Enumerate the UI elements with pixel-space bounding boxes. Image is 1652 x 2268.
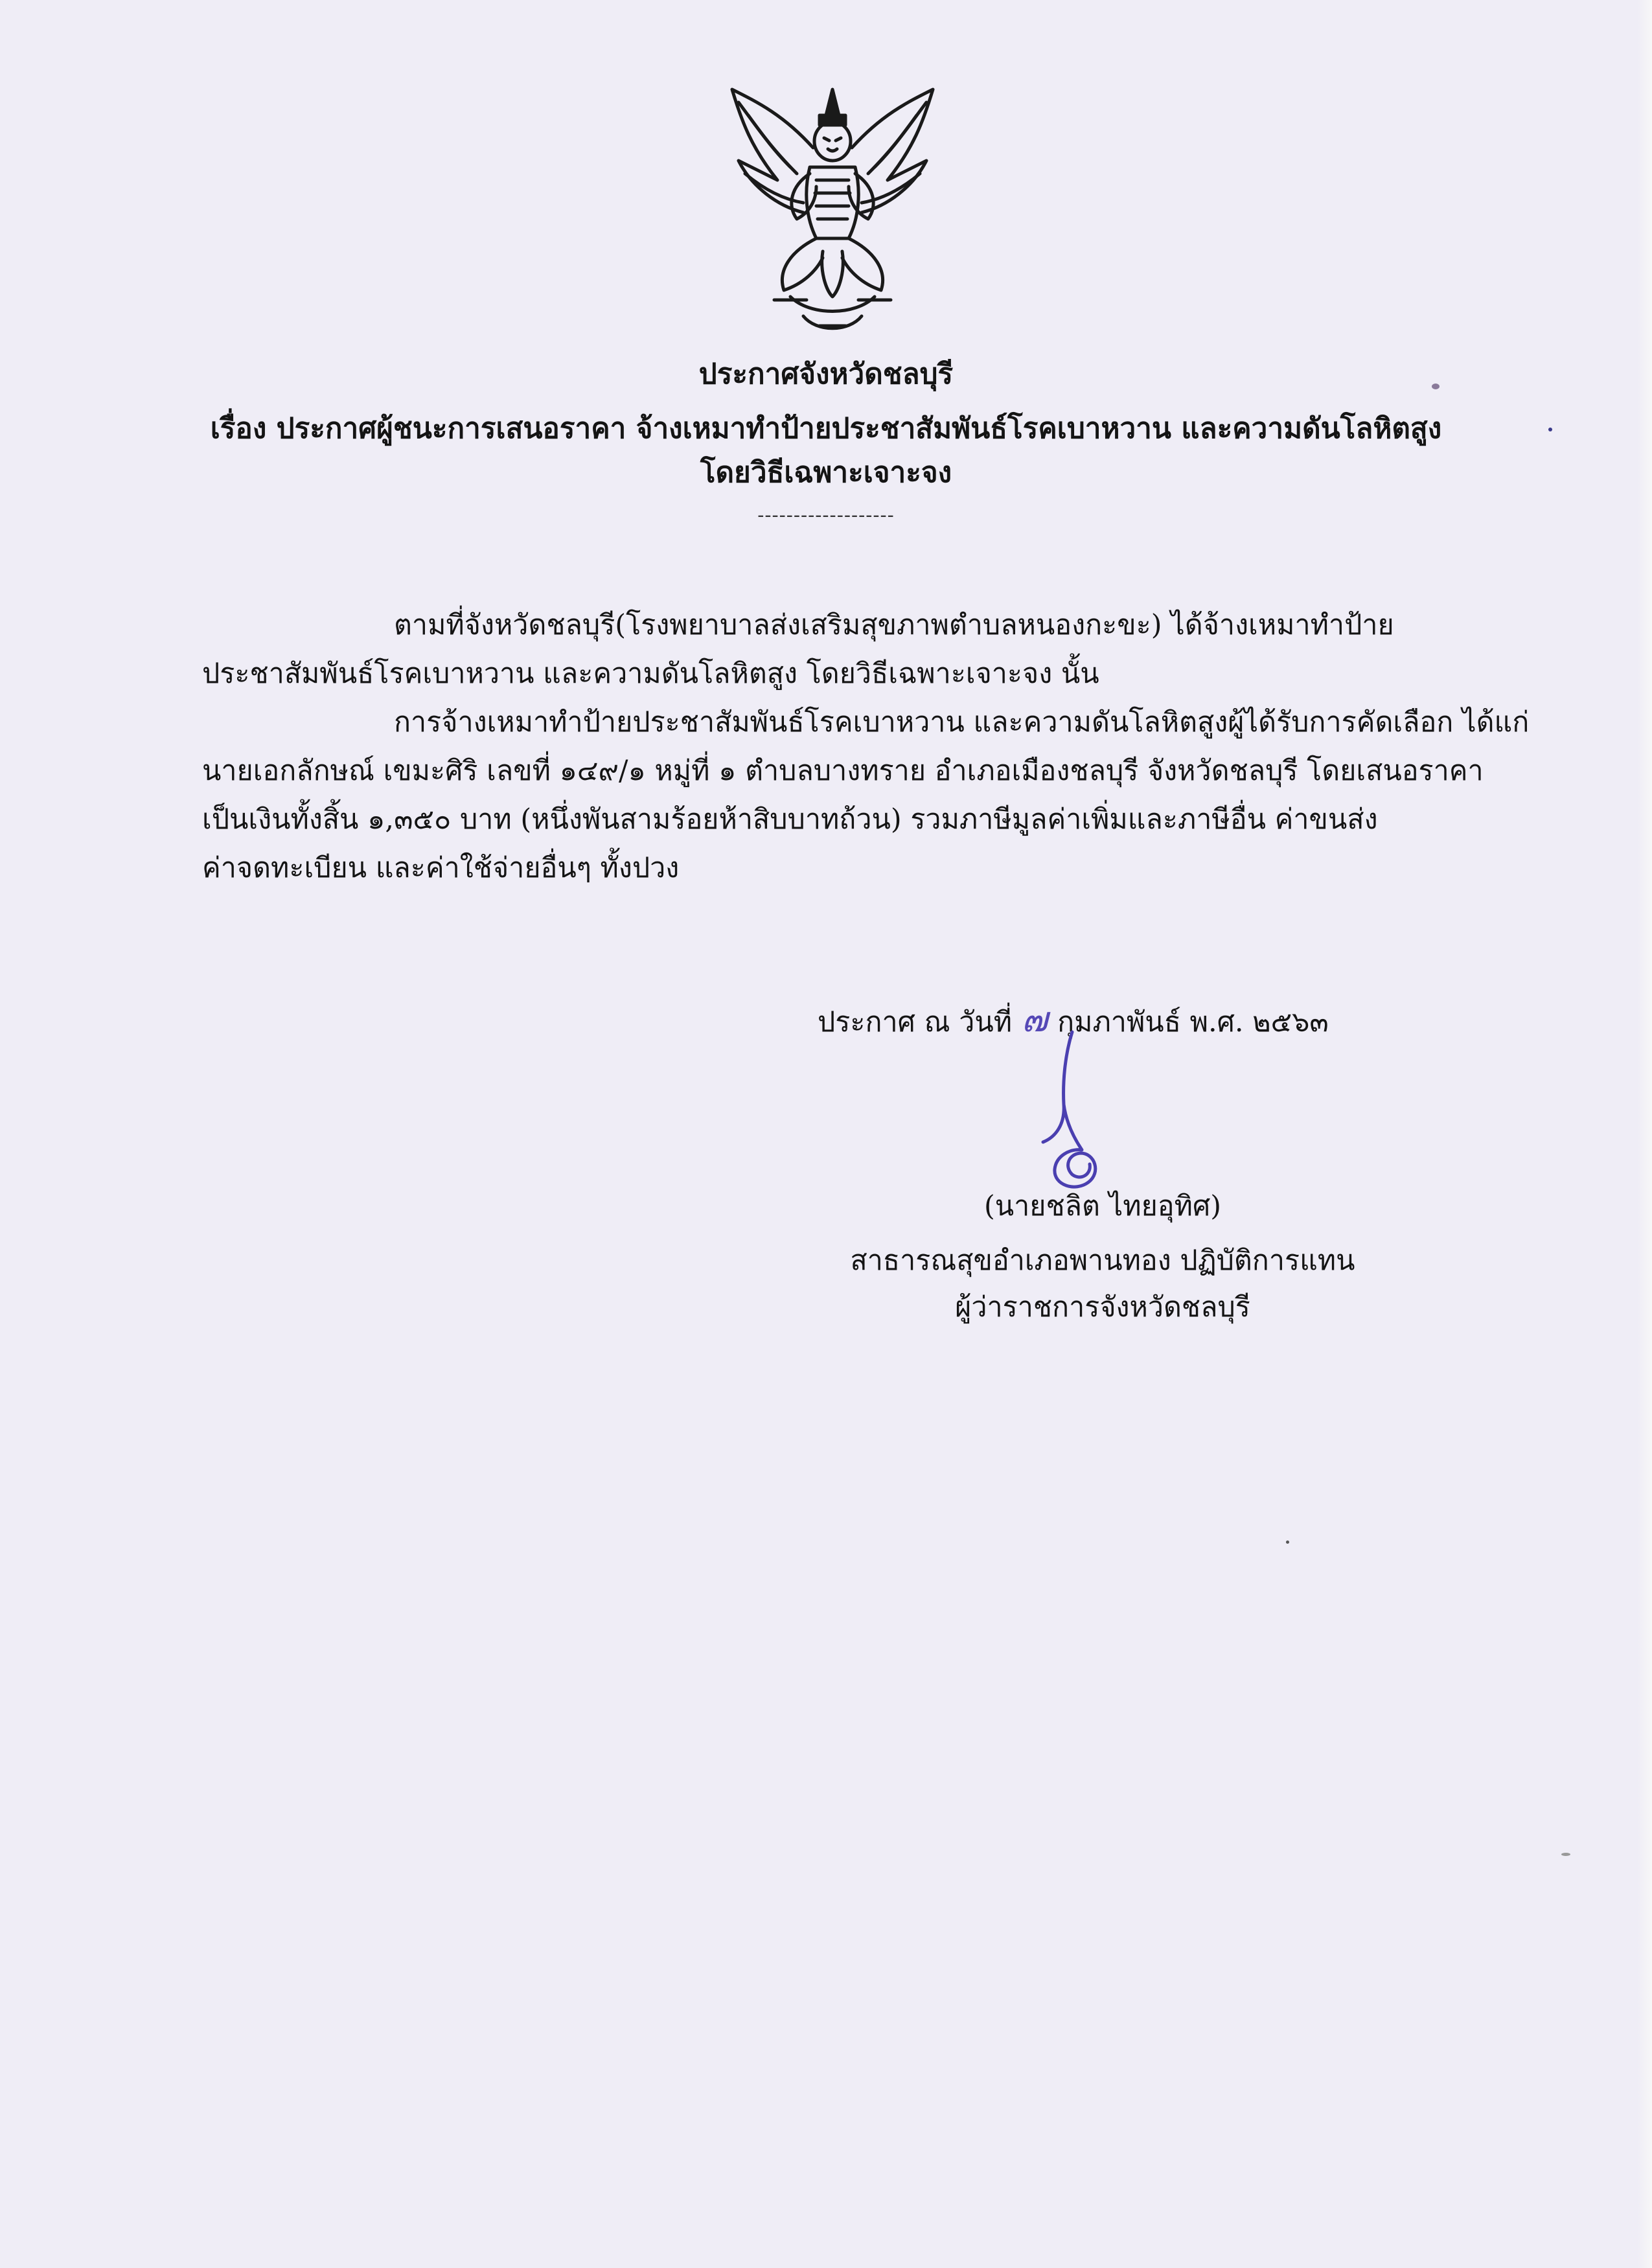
- signatory-position: สาธารณสุขอำเภอพานทอง ปฏิบัติการแทน: [850, 1244, 1355, 1277]
- signatory-authority: ผู้ว่าราชการจังหวัดชลบุรี: [955, 1291, 1250, 1323]
- paper-speck: [1548, 428, 1552, 431]
- paragraph-line: ประชาสัมพันธ์โรคเบาหวาน และความดันโลหิตสูง โดยวิธีเฉพาะเจาะจง นั้น: [202, 658, 1099, 690]
- paragraph-line: นายเอกลักษณ์ เขมะศิริ เลขที่ ๑๔๙/๑ หมู่ที่ ๑ ตำบลบางทราย อำเภอเมืองชลบุรี จังหวัดชลบุรี โดยเสนอราคา: [202, 755, 1484, 787]
- paragraph-award: [202, 698, 1530, 893]
- date-day-handwritten: ๗: [1021, 999, 1048, 1040]
- paper-speck: [1561, 1853, 1570, 1856]
- paragraph-line: เป็นเงินทั้งสิ้น ๑,๓๕๐ บาท (หนึ่งพันสามร้อยห้าสิบบาทถ้วน) รวมภาษีมูลค่าเพิ่มและภาษีอื่น ค่าขนส่ง: [202, 803, 1378, 836]
- announcement-subject-continued: โดยวิธีเฉพาะเจาะจง: [700, 456, 952, 489]
- paper-speck: [1432, 384, 1440, 389]
- announcement-title: ประกาศจังหวัดชลบุรี: [698, 358, 954, 391]
- garuda-emblem-icon: [713, 76, 952, 342]
- paragraph-background: [202, 601, 1464, 698]
- paragraph-line: ค่าจดทะเบียน และค่าใช้จ่ายอื่นๆ ทั้งปวง: [202, 852, 680, 884]
- separator-rule: -------------------: [757, 504, 895, 527]
- signatory-name: (นายชลิต ไทยอุทิศ): [983, 1190, 1222, 1222]
- page-edge: [1638, 0, 1652, 2268]
- paragraph-line: ตามที่จังหวัดชลบุรี(โรงพยาบาลส่งเสริมสุขภาพตำบลหนองกะขะ) ได้จ้างเหมาทำป้าย: [394, 609, 1394, 641]
- handwritten-signature-icon: [1004, 1027, 1153, 1195]
- date-label: ประกาศ ณ วันที่: [818, 1006, 1013, 1038]
- announcement-subject: เรื่อง ประกาศผู้ชนะการเสนอราคา จ้างเหมาทำป้ายประชาสัมพันธ์โรคเบาหวาน และความดันโลหิตสูง: [210, 412, 1442, 445]
- paper-speck: [1286, 1541, 1289, 1544]
- paragraph-line: การจ้างเหมาทำป้ายประชาสัมพันธ์โรคเบาหวาน และความดันโลหิตสูงผู้ได้รับการคัดเลือก ได้แก่: [394, 706, 1530, 739]
- date-month-year: กุมภาพันธ์ พ.ศ. ๒๕๖๓: [1057, 1006, 1329, 1038]
